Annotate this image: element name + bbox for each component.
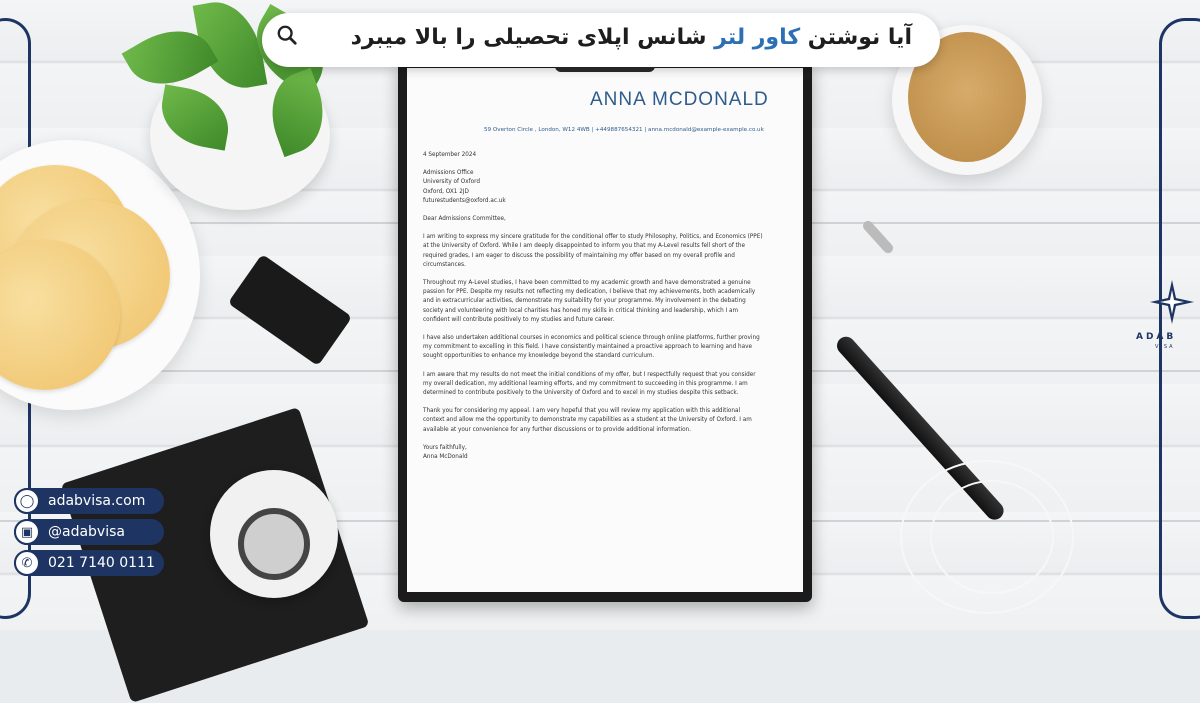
letter-signature: Anna McDonald (423, 454, 468, 461)
title-search-bar[interactable] (262, 13, 940, 67)
instagram-icon: ▣ (14, 519, 40, 545)
adab-star-logo-icon (1150, 280, 1194, 324)
letter-paragraph: I am writing to express my sincere gratitude for the conditional offer to study Philosophy, Politics, and Economics (PPE) at the University of Oxford. While I am deeply disappointed to inform you that my A-Level results fell short of the required grades, I am eager to discuss the possibility of maintaining my offer based on my overall profile and circumstances. (423, 234, 763, 268)
letter-paragraph: I have also undertaken additional courses in economics and political science through online platforms, further proving my commitment to excelling in this field. I have consistently maintained a proactive approach to learning and have sought opportunities to enhance my knowledge beyond the standard curriculum. (423, 335, 760, 360)
banner-title (351, 25, 912, 50)
website-pill[interactable] (14, 488, 164, 514)
letter-signoff (423, 444, 763, 462)
recipient-line: University of Oxford (423, 179, 480, 186)
logo-text: ADAB (1136, 332, 1177, 342)
logo-subtext: VISA (1155, 344, 1175, 350)
letter-salutation: Dear Admissions Committee, (423, 216, 506, 223)
banner-title-highlight: کاور لتر (714, 25, 801, 50)
instagram-text: @adabvisa (48, 524, 125, 540)
letter-body (423, 151, 763, 462)
letter-paragraph: I am aware that my results do not meet the initial conditions of my offer, but I respectfully request that you consider my overall dedication, my additional learning efforts, and my commitment to succeeding in this programme. I am determined to contribute positively to the University of Oxford and to excel in my studies despite this setback. (423, 371, 756, 397)
letter-closing: Yours faithfully, (423, 444, 467, 451)
letter-sender-name: ANNA MCDONALD (590, 89, 769, 110)
globe-icon: ◯ (14, 488, 40, 514)
search-icon[interactable] (276, 24, 298, 46)
recipient-line: Admissions Office (423, 170, 474, 177)
tape-roll (238, 508, 310, 580)
letter-contact-line: 59 Overton Circle , London, W12 4WB | +449887654321 | anna.mcdonald@example-example.co.uk (484, 127, 764, 133)
recipient-line: futurestudents@oxford.ac.uk (423, 197, 506, 204)
recipient-line: Oxford, OX1 2JD (423, 188, 469, 195)
phone-pill[interactable] (14, 550, 164, 576)
banner-title-part1: آیا نوشتن (800, 25, 912, 50)
website-text: adabvisa.com (48, 493, 146, 509)
letter-paragraph: Thank you for considering my appeal. I am very hopeful that you will review my application with this additional context and allow me the opportunity to demonstrate my capabilities as a student at the University of Oxford. I am available at your convenience for any further discussions or to provide additional information. (423, 408, 752, 433)
earphone-cable (930, 480, 1054, 594)
letter-recipient (423, 169, 763, 206)
letter-date: 4 September 2024 (423, 152, 477, 158)
banner-title-part2: شانس اپلای تحصیلی را بالا میبرد (350, 25, 715, 50)
phone-text: 021 7140 0111 (48, 555, 155, 571)
letter-paragraph: Throughout my A-Level studies, I have been committed to my academic growth and have demonstrated a genuine passion for PPE. Despite my results not reflecting my dedication, I believe that my achievements, both academically and in extracurricular activities, demonstrate my suitability for your programme. My involvement in the debating society and volunteering with local charities has honed my skills in critical thinking and leadership, which I am confident will contribute positively to my studies and future career. (423, 280, 756, 323)
instagram-pill[interactable] (14, 519, 164, 545)
phone-icon: ✆ (14, 550, 40, 576)
